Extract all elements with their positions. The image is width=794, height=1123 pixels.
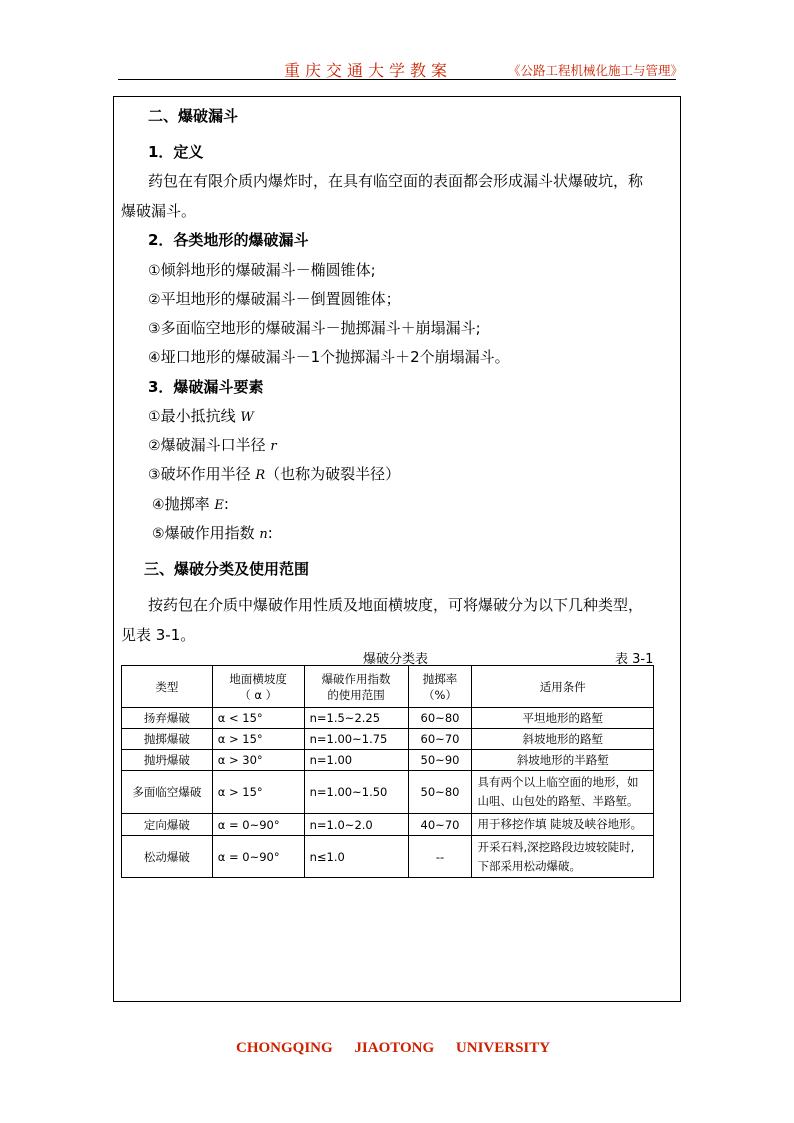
item-number: ② <box>148 438 161 454</box>
cell-slope: α > 15° <box>212 771 304 814</box>
element-item <box>148 405 254 426</box>
header-index <box>304 666 408 708</box>
cell-type: 抛掷爆破 <box>122 729 213 750</box>
table-row <box>122 771 654 814</box>
terrain-item <box>148 288 401 309</box>
item-text: 多面临空地形的爆破漏斗－抛掷漏斗＋崩塌漏斗; <box>160 319 481 337</box>
terrain-item <box>148 259 376 280</box>
cell-type: 抛坍爆破 <box>122 750 213 771</box>
element-item <box>148 434 277 455</box>
item-text: 平坦地形的爆破漏斗－倒置圆锥体； <box>160 290 401 308</box>
cell-rate: 50~80 <box>408 771 472 814</box>
table-row <box>122 708 654 729</box>
table-row <box>122 814 654 836</box>
cell-slope: α = 0~90° <box>212 836 304 878</box>
header-rate <box>408 666 472 708</box>
header-school-name: 重庆交通大学教案 <box>284 61 453 80</box>
condition-line: 山咀、山包处的路堑、半路堑。 <box>477 794 639 808</box>
item-variable: r <box>270 439 277 454</box>
header-rule <box>118 79 676 80</box>
header-rate-line2: （%） <box>423 687 457 702</box>
classification-text-a: 按药包在介质中爆破作用性质及地面横坡度，可将爆破分为以下几种类型， <box>148 596 644 614</box>
section-2-title: 二、爆破漏斗 <box>148 107 239 125</box>
item-variable: n <box>259 527 268 542</box>
cell-type: 松动爆破 <box>122 836 213 878</box>
condition-line: 下部采用松动爆破。 <box>477 858 581 873</box>
classification-text-b: 见表 3-1。 <box>121 626 196 644</box>
cell-condition: 平坦地形的路堑 <box>472 708 654 729</box>
item-number: ① <box>148 409 161 425</box>
item-variable: E <box>214 498 224 513</box>
item-tail: : <box>267 524 273 542</box>
element-item <box>148 463 400 484</box>
cell-condition: 斜坡地形的半路堑 <box>472 750 654 771</box>
item-text: 倾斜地形的爆破漏斗－椭圆锥体; <box>160 261 376 279</box>
item-number: ④ <box>152 497 165 513</box>
cell-condition <box>472 836 654 878</box>
item-variable: W <box>240 410 254 425</box>
item-text: 垭口地形的爆破漏斗－1个抛掷漏斗＋2个崩塌漏斗。 <box>160 348 510 366</box>
blast-classification-table <box>121 665 654 878</box>
item-tail: （也称为破裂半径） <box>265 465 401 483</box>
cell-condition: 斜坡地形的路堑 <box>472 729 654 750</box>
cell-rate: 60~80 <box>408 708 472 729</box>
definition-text-a: 药包在有限介质内爆炸时，在具有临空面的表面都会形成漏斗状爆破坑，称 <box>148 172 644 190</box>
item-number: ⑤ <box>152 526 165 542</box>
cell-index: n≤1.0 <box>304 836 408 878</box>
item-tail: : <box>223 495 229 513</box>
table-header-row <box>122 666 654 708</box>
item-variable: R <box>255 468 266 483</box>
table-row <box>122 729 654 750</box>
terrain-item <box>148 346 510 367</box>
item-number: ③ <box>148 467 161 483</box>
item-number: ② <box>148 292 161 308</box>
footer-university-name: CHONGQING JIAOTONG UNIVERSITY <box>236 1040 551 1056</box>
cell-type: 扬弃爆破 <box>122 708 213 729</box>
header-course-name: 《公路工程机械化施工与管理》 <box>508 63 684 78</box>
content-frame <box>113 96 681 1002</box>
cell-slope: α > 30° <box>212 750 304 771</box>
cell-index: n=1.00~1.50 <box>304 771 408 814</box>
cell-slope: α < 15° <box>212 708 304 729</box>
header-type: 类型 <box>122 666 213 708</box>
item-text: 破坏作用半径 <box>160 465 251 483</box>
table-row <box>122 750 654 771</box>
element-item <box>152 522 273 543</box>
header-slope-line1: 地面横坡度 <box>229 671 287 686</box>
cell-type: 多面临空爆破 <box>122 771 213 814</box>
terrain-item <box>148 317 481 338</box>
table-caption: 爆破分类表 <box>363 652 429 667</box>
cell-rate: 40~70 <box>408 814 472 836</box>
header-condition: 适用条件 <box>472 666 654 708</box>
cell-slope: α > 15° <box>212 729 304 750</box>
table-number: 表 3-1 <box>615 652 654 667</box>
header-slope-line2: （ α ） <box>239 687 278 702</box>
cell-index: n=1.0~2.0 <box>304 814 408 836</box>
item-number: ④ <box>148 350 161 366</box>
section-3-title: 三、爆破分类及使用范围 <box>144 560 310 578</box>
item-number: ③ <box>148 321 161 337</box>
section-2-1-title: 1．定义 <box>148 143 204 161</box>
cell-slope: α = 0~90° <box>212 814 304 836</box>
element-item <box>152 493 229 514</box>
cell-index: n=1.5~2.25 <box>304 708 408 729</box>
item-text: 抛掷率 <box>164 495 210 513</box>
cell-rate: 60~70 <box>408 729 472 750</box>
cell-index: n=1.00~1.75 <box>304 729 408 750</box>
table-row <box>122 836 654 878</box>
item-text: 爆破作用指数 <box>164 524 255 542</box>
header-index-line1: 爆破作用指数 <box>321 671 391 686</box>
item-text: 爆破漏斗口半径 <box>160 436 266 454</box>
section-2-2-title: 2．各类地形的爆破漏斗 <box>148 231 309 249</box>
cell-rate: -- <box>408 836 472 878</box>
header-slope <box>212 666 304 708</box>
header-rate-line1: 抛掷率 <box>422 671 458 686</box>
cell-type: 定向爆破 <box>122 814 213 836</box>
cell-condition <box>472 771 654 814</box>
definition-text-b: 爆破漏斗。 <box>121 202 197 220</box>
condition-line: 开采石料,深挖路段边坡较陡时, <box>477 839 635 854</box>
header-index-line2: 的使用范围 <box>327 687 385 702</box>
item-text: 最小抵抗线 <box>160 407 236 425</box>
cell-rate: 50~90 <box>408 750 472 771</box>
section-2-3-title: 3．爆破漏斗要素 <box>148 378 264 396</box>
item-number: ① <box>148 263 161 279</box>
condition-line: 具有两个以上临空面的地形，如 <box>477 775 639 789</box>
cell-index: n=1.00 <box>304 750 408 771</box>
cell-condition: 用于移挖作填 陡坡及峡谷地形。 <box>472 814 654 836</box>
